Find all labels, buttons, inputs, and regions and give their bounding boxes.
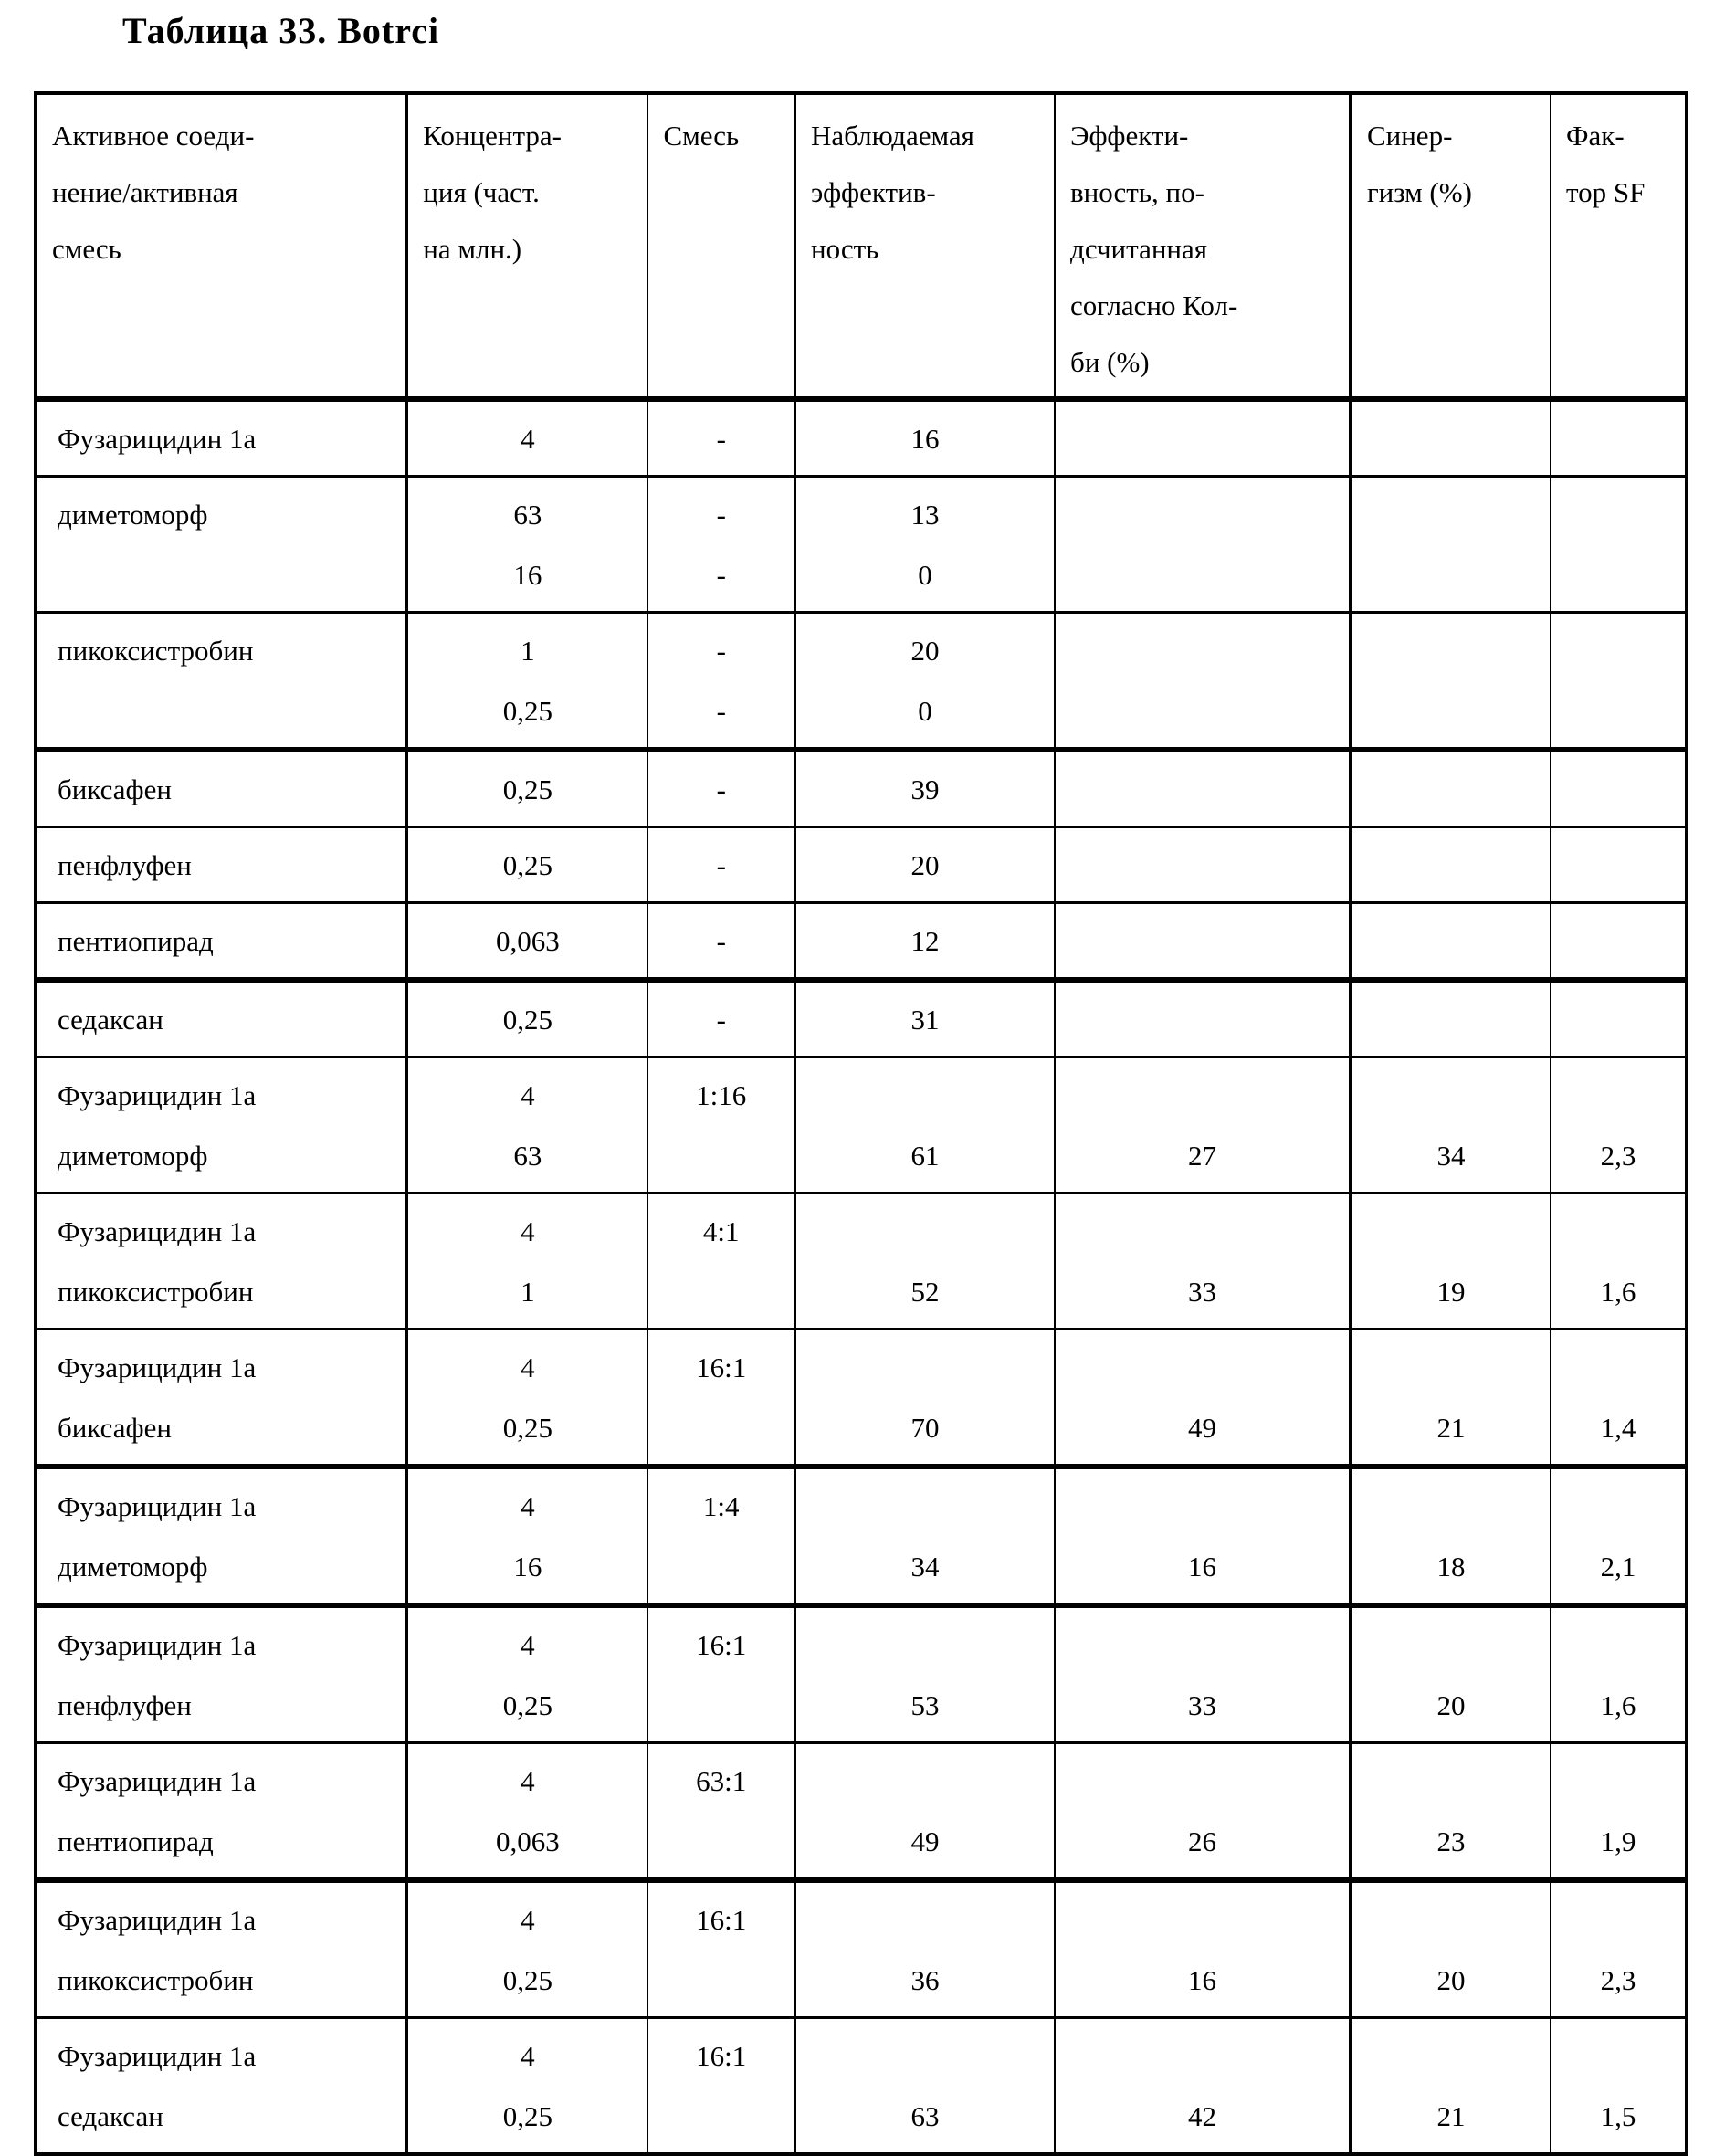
text-line: седаксан (58, 1004, 163, 1036)
cell-synergism (1349, 752, 1550, 826)
text-line: - (716, 925, 726, 957)
text-line: 33 (1188, 1689, 1216, 1721)
text-line: - (716, 423, 726, 455)
text-line: 70 (910, 1412, 940, 1444)
text-line: 0,25 (502, 1964, 552, 1996)
cell-observed-efficacy (794, 1744, 1054, 1877)
cell-concentration (405, 1194, 647, 1328)
cell-concentration (405, 752, 647, 826)
table-row (37, 826, 1685, 901)
text-line: 1,5 (1600, 2100, 1636, 2132)
text-line: пикоксистробин (58, 635, 254, 667)
cell-concentration (405, 904, 647, 977)
text-line: ция (част. (423, 176, 540, 208)
cell-sf-factor (1550, 1608, 1685, 1741)
cell-sf-factor (1550, 752, 1685, 826)
text-line: Концентра- (423, 120, 562, 152)
text-line: 20 (910, 849, 940, 881)
text-line: 4 (521, 1490, 535, 1522)
cell-mixture (647, 904, 794, 977)
text-line: 16 (513, 559, 542, 591)
text-line: нение/активная (52, 176, 238, 208)
text-line: 26 (1188, 1825, 1216, 1857)
header-mixture (647, 95, 794, 396)
text-line: 36 (910, 1964, 940, 1996)
cell-colby-efficacy (1054, 1744, 1349, 1877)
cell-sf-factor (1550, 983, 1685, 1056)
text-line: 0 (918, 559, 932, 591)
text-line: дсчитанная (1070, 233, 1208, 265)
text-line: 16 (513, 1551, 542, 1583)
cell-observed-efficacy (794, 904, 1054, 977)
text-line: Фузарицидин 1a (58, 1215, 257, 1247)
text-line: 0,25 (502, 695, 552, 727)
text-line: би (%) (1070, 346, 1150, 378)
text-line: 16 (1188, 1551, 1216, 1583)
text-line: диметоморф (58, 1140, 208, 1172)
text-line: 52 (910, 1276, 940, 1308)
cell-compound (37, 1469, 405, 1603)
text-line: Фузарицидин 1a (58, 1904, 257, 1936)
cell-mixture (647, 478, 794, 611)
text-line: 31 (910, 1004, 940, 1036)
text-line: 1 (521, 1276, 535, 1308)
cell-concentration (405, 1469, 647, 1603)
text-line: 2,3 (1600, 1140, 1636, 1172)
cell-synergism (1349, 1469, 1550, 1603)
text-line: Эффекти- (1070, 120, 1189, 152)
text-line: 4:1 (702, 1215, 740, 1247)
table-row (37, 977, 1685, 1056)
text-line: пикоксистробин (58, 1964, 254, 1996)
cell-synergism (1349, 1883, 1550, 2016)
text-line: 16:1 (696, 1629, 747, 1661)
text-line: эффектив- (811, 176, 936, 208)
cell-mixture (647, 828, 794, 901)
cell-sf-factor (1550, 1883, 1685, 2016)
cell-compound (37, 2019, 405, 2152)
text-line: 0,25 (502, 773, 552, 805)
text-line: 1:16 (696, 1079, 747, 1111)
cell-synergism (1349, 1744, 1550, 1877)
text-line: 16 (1188, 1964, 1216, 1996)
cell-colby-efficacy (1054, 983, 1349, 1056)
text-line: 2,3 (1600, 1964, 1636, 1996)
text-line: 21 (1436, 2100, 1466, 2132)
table-row (37, 2016, 1685, 2152)
cell-colby-efficacy (1054, 2019, 1349, 2152)
text-line: 1,4 (1600, 1412, 1636, 1444)
text-line: 1,6 (1600, 1689, 1636, 1721)
cell-compound (37, 402, 405, 475)
cell-concentration (405, 983, 647, 1056)
text-line: 61 (910, 1140, 940, 1172)
cell-mixture (647, 1330, 794, 1464)
cell-mixture (647, 1469, 794, 1603)
text-line: диметоморф (58, 499, 208, 531)
cell-compound (37, 904, 405, 977)
text-line: 4 (521, 1215, 535, 1247)
cell-synergism (1349, 1330, 1550, 1464)
text-line: 2,1 (1600, 1551, 1636, 1583)
cell-concentration (405, 828, 647, 901)
cell-mixture (647, 402, 794, 475)
cell-compound (37, 1194, 405, 1328)
cell-concentration (405, 1883, 647, 2016)
cell-synergism (1349, 983, 1550, 1056)
text-line: Активное соеди- (52, 120, 255, 152)
text-line: 0,063 (496, 1825, 560, 1857)
text-line: 49 (910, 1825, 940, 1857)
cell-compound (37, 828, 405, 901)
text-line: Синер- (1366, 120, 1453, 152)
table-row (37, 396, 1685, 475)
text-line: 53 (910, 1689, 940, 1721)
text-line: согласно Кол- (1070, 289, 1238, 321)
cell-colby-efficacy (1054, 1883, 1349, 2016)
cell-synergism (1349, 614, 1550, 747)
cell-colby-efficacy (1054, 478, 1349, 611)
cell-concentration (405, 614, 647, 747)
text-line: Фузарицидин 1a (58, 423, 257, 455)
cell-concentration (405, 1608, 647, 1741)
cell-concentration (405, 478, 647, 611)
text-line: Фузарицидин 1a (58, 1490, 257, 1522)
text-line: Смесь (663, 120, 740, 152)
text-line: 16:1 (696, 2040, 747, 2072)
text-line: 27 (1188, 1140, 1216, 1172)
text-line: 19 (1436, 1276, 1466, 1308)
text-line: Фузарицидин 1a (58, 1629, 257, 1661)
cell-observed-efficacy (794, 1330, 1054, 1464)
table-row (37, 901, 1685, 977)
text-line: 4 (521, 1351, 535, 1383)
text-line: 0,25 (502, 1004, 552, 1036)
text-line: 0,25 (502, 2100, 552, 2132)
cell-sf-factor (1550, 478, 1685, 611)
text-line: диметоморф (58, 1551, 208, 1583)
cell-colby-efficacy (1054, 1608, 1349, 1741)
cell-sf-factor (1550, 2019, 1685, 2152)
cell-colby-efficacy (1054, 904, 1349, 977)
text-line: 39 (910, 773, 940, 805)
text-line: 12 (910, 925, 940, 957)
cell-sf-factor (1550, 1194, 1685, 1328)
table-row (37, 1603, 1685, 1741)
table-row (37, 1464, 1685, 1603)
text-line: пентиопирад (58, 1825, 214, 1857)
cell-synergism (1349, 478, 1550, 611)
text-line: 23 (1436, 1825, 1466, 1857)
cell-synergism (1349, 1058, 1550, 1192)
header-synergism (1349, 95, 1550, 396)
cell-colby-efficacy (1054, 614, 1349, 747)
table-row (37, 1328, 1685, 1464)
table-row (37, 747, 1685, 826)
text-line: биксафен (58, 1412, 172, 1444)
cell-mixture (647, 752, 794, 826)
cell-mixture (647, 2019, 794, 2152)
cell-colby-efficacy (1054, 1330, 1349, 1464)
text-line: 63 (513, 499, 542, 531)
cell-mixture (647, 1194, 794, 1328)
text-line: седаксан (58, 2100, 163, 2132)
text-line: Фузарицидин 1a (58, 2040, 257, 2072)
data-table (34, 91, 1688, 2156)
cell-synergism (1349, 828, 1550, 901)
text-line: 21 (1436, 1412, 1466, 1444)
cell-compound (37, 983, 405, 1056)
cell-observed-efficacy (794, 402, 1054, 475)
cell-synergism (1349, 904, 1550, 977)
text-line: 4 (521, 1765, 535, 1797)
cell-concentration (405, 1330, 647, 1464)
cell-observed-efficacy (794, 478, 1054, 611)
cell-sf-factor (1550, 614, 1685, 747)
text-line: 20 (1436, 1689, 1466, 1721)
table-row (37, 1192, 1685, 1328)
text-line: 16 (910, 423, 940, 455)
text-line: 1:4 (702, 1490, 740, 1522)
cell-compound (37, 1883, 405, 2016)
cell-concentration (405, 1744, 647, 1877)
text-line: пикоксистробин (58, 1276, 254, 1308)
text-line: смесь (52, 233, 121, 265)
text-line: 20 (1436, 1964, 1466, 1996)
cell-mixture (647, 614, 794, 747)
text-line: 16:1 (696, 1904, 747, 1936)
cell-colby-efficacy (1054, 1469, 1349, 1603)
text-line: - (716, 849, 726, 881)
text-line: 13 (910, 499, 940, 531)
text-line: 4 (521, 2040, 535, 2072)
cell-observed-efficacy (794, 1058, 1054, 1192)
cell-synergism (1349, 2019, 1550, 2152)
cell-sf-factor (1550, 1744, 1685, 1877)
cell-concentration (405, 1058, 647, 1192)
text-line: 16:1 (696, 1351, 747, 1383)
text-line: гизм (%) (1366, 176, 1472, 208)
cell-concentration (405, 2019, 647, 2152)
cell-synergism (1349, 1608, 1550, 1741)
text-line: Фузарицидин 1a (58, 1351, 257, 1383)
text-line: тор SF (1566, 176, 1646, 208)
cell-observed-efficacy (794, 1883, 1054, 2016)
cell-observed-efficacy (794, 983, 1054, 1056)
cell-compound (37, 1608, 405, 1741)
header-compound (37, 95, 405, 396)
text-line: 63:1 (696, 1765, 747, 1797)
cell-observed-efficacy (794, 1469, 1054, 1603)
cell-compound (37, 1744, 405, 1877)
text-line: Наблюдаемая (811, 120, 974, 152)
cell-sf-factor (1550, 904, 1685, 977)
cell-observed-efficacy (794, 614, 1054, 747)
text-line: 4 (521, 1904, 535, 1936)
table-row (37, 1056, 1685, 1192)
text-line: 49 (1188, 1412, 1216, 1444)
cell-mixture (647, 1608, 794, 1741)
header-sf-factor (1550, 95, 1685, 396)
text-line: 0,25 (502, 849, 552, 881)
text-line: 1,6 (1600, 1276, 1636, 1308)
table-header-row (37, 95, 1685, 396)
text-line: вность, по- (1070, 176, 1204, 208)
cell-compound (37, 1058, 405, 1192)
cell-compound (37, 614, 405, 747)
header-observed-efficacy (794, 95, 1054, 396)
cell-compound (37, 478, 405, 611)
cell-observed-efficacy (794, 1608, 1054, 1741)
text-line: - (716, 559, 726, 591)
cell-sf-factor (1550, 828, 1685, 901)
table-row (37, 475, 1685, 611)
text-line: Фузарицидин 1a (58, 1765, 257, 1797)
text-line: биксафен (58, 773, 172, 805)
cell-sf-factor (1550, 1058, 1685, 1192)
text-line: на млн.) (423, 233, 522, 265)
cell-observed-efficacy (794, 1194, 1054, 1328)
text-line: - (716, 635, 726, 667)
text-line: 0,25 (502, 1689, 552, 1721)
header-concentration (405, 95, 647, 396)
text-line: 18 (1436, 1551, 1466, 1583)
text-line: пентиопирад (58, 925, 214, 957)
table-row (37, 1877, 1685, 2016)
text-line: 1,9 (1600, 1825, 1636, 1857)
text-line: - (716, 499, 726, 531)
table-row (37, 1741, 1685, 1877)
text-line: 4 (521, 1629, 535, 1661)
text-line: 34 (910, 1551, 940, 1583)
text-line: 0,063 (496, 925, 560, 957)
cell-colby-efficacy (1054, 1058, 1349, 1192)
text-line: пенфлуфен (58, 849, 192, 881)
text-line: 20 (910, 635, 940, 667)
cell-colby-efficacy (1054, 402, 1349, 475)
text-line: Фузарицидин 1a (58, 1079, 257, 1111)
text-line: 63 (513, 1140, 542, 1172)
cell-compound (37, 1330, 405, 1464)
text-line: 33 (1188, 1276, 1216, 1308)
text-line: - (716, 773, 726, 805)
cell-mixture (647, 983, 794, 1056)
text-line: 0 (918, 695, 932, 727)
cell-compound (37, 752, 405, 826)
cell-concentration (405, 402, 647, 475)
text-line: 4 (521, 1079, 535, 1111)
cell-mixture (647, 1883, 794, 2016)
text-line: 0,25 (502, 1412, 552, 1444)
text-line: - (716, 695, 726, 727)
cell-synergism (1349, 1194, 1550, 1328)
table-row (37, 611, 1685, 747)
text-line: 63 (910, 2100, 940, 2132)
text-line: - (716, 1004, 726, 1036)
cell-colby-efficacy (1054, 828, 1349, 901)
cell-colby-efficacy (1054, 1194, 1349, 1328)
cell-mixture (647, 1058, 794, 1192)
cell-sf-factor (1550, 402, 1685, 475)
table-title: Таблица 33. Botrci (122, 10, 440, 51)
text-line: Фак- (1566, 120, 1625, 152)
text-line: 4 (521, 423, 535, 455)
cell-colby-efficacy (1054, 752, 1349, 826)
text-line: 34 (1436, 1140, 1466, 1172)
cell-synergism (1349, 402, 1550, 475)
cell-sf-factor (1550, 1469, 1685, 1603)
cell-mixture (647, 1744, 794, 1877)
text-line: 42 (1188, 2100, 1216, 2132)
cell-observed-efficacy (794, 2019, 1054, 2152)
text-line: пенфлуфен (58, 1689, 192, 1721)
header-colby-efficacy (1054, 95, 1349, 396)
text-line: 1 (521, 635, 535, 667)
text-line: ность (811, 233, 879, 265)
cell-observed-efficacy (794, 752, 1054, 826)
cell-sf-factor (1550, 1330, 1685, 1464)
cell-observed-efficacy (794, 828, 1054, 901)
